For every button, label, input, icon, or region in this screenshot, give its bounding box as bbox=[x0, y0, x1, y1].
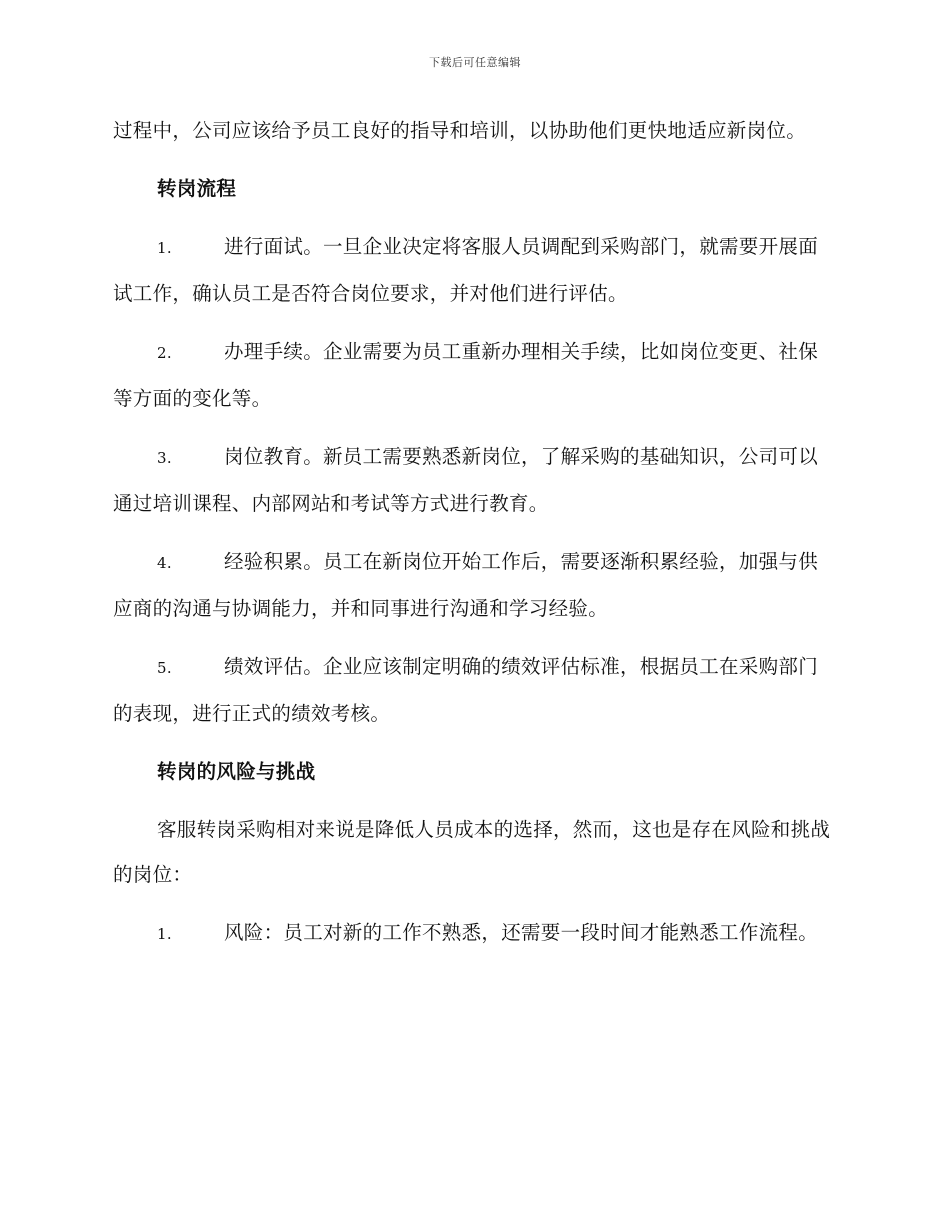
document-body bbox=[113, 108, 833, 970]
list-item bbox=[113, 224, 833, 316]
list-item-number: 5. bbox=[157, 659, 172, 677]
list-item-number: 1. bbox=[157, 239, 172, 257]
list-item bbox=[113, 434, 833, 526]
list-item-text: 经验积累。员工在新岗位开始工作后，需要逐渐积累经验，加强与供应商的沟通与协调能力，并和同事进行沟通和学习经验。 bbox=[113, 550, 819, 620]
list-item bbox=[113, 329, 833, 421]
intro-paragraph: 过程中，公司应该给予员工良好的指导和培训，以协助他们更快地适应新岗位。 bbox=[113, 119, 807, 142]
list-item bbox=[113, 910, 833, 957]
risks-intro-paragraph: 客服转岗采购相对来说是降低人员成本的选择，然而，这也是存在风险和挑战的岗位： bbox=[113, 818, 831, 886]
list-item-text: 绩效评估。企业应该制定明确的绩效评估标准，根据员工在采购部门的表现，进行正式的绩效考核。 bbox=[113, 655, 819, 725]
list-item-text: 风险：员工对新的工作不熟悉，还需要一段时间才能熟悉工作流程。 bbox=[224, 921, 819, 944]
list-item-text: 办理手续。企业需要为员工重新办理相关手续，比如岗位变更、社保等方面的变化等。 bbox=[113, 340, 819, 410]
list-item bbox=[113, 539, 833, 631]
list-item-text: 进行面试。一旦企业决定将客服人员调配到采购部门，就需要开展面试工作，确认员工是否符合岗位要求，并对他们进行评估。 bbox=[113, 235, 819, 305]
section-heading-transfer-process: 转岗流程 bbox=[157, 177, 237, 200]
list-item-number: 3. bbox=[157, 449, 172, 467]
list-item-number: 4. bbox=[157, 554, 172, 572]
list-item-number: 2. bbox=[157, 344, 172, 362]
list-item bbox=[113, 644, 833, 736]
section-heading-risks-challenges: 转岗的风险与挑战 bbox=[157, 760, 316, 783]
page-header: 下载后可任意编辑 bbox=[429, 56, 521, 69]
list-item-text: 岗位教育。新员工需要熟悉新岗位，了解采购的基础知识，公司可以通过培训课程、内部网站和考试等方式进行教育。 bbox=[113, 445, 819, 515]
list-item-number: 1. bbox=[157, 925, 172, 943]
